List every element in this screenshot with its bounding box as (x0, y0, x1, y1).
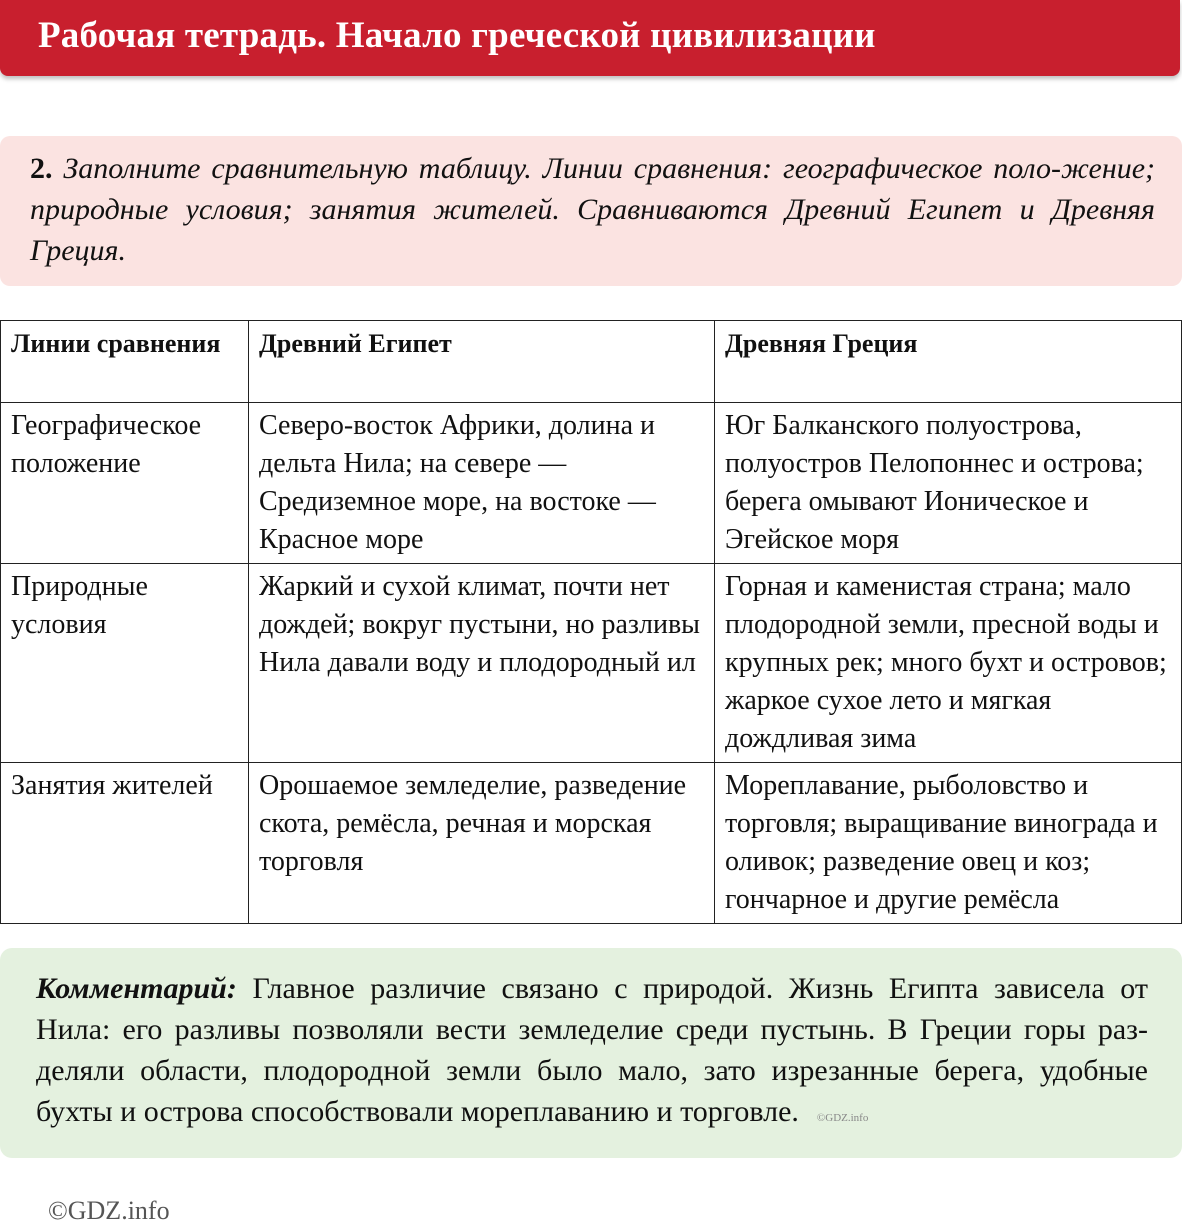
comment-label: Комментарий: (36, 972, 237, 1005)
comment-watermark: ©GDZ.info (816, 1112, 869, 1124)
cell-greece: Мореплавание, рыболовство и торговля; выращивание винограда и оливок; разведение овец и коз; гончарное и другие ремёсла (715, 763, 1182, 924)
comment-body: Главное различие связано с природой. Жизнь Египта зависела от Нила: его разливы позволяли вести земледелие среди пустынь. В Греции горы раз-деляли области, плодородной земли было мало, зато изрезанные берега, удобные бухты и острова способствовали мореплаванию и торговле. (36, 972, 1148, 1128)
comment-text (36, 968, 1148, 1139)
header-ancient-egypt: Древний Египет (249, 321, 715, 403)
cell-greece: Юг Балканского полуострова, полуостров Пелопоннес и острова; берега омывают Ионическое и Эгейское моря (715, 403, 1182, 564)
page-header (0, 0, 1180, 76)
row-label: Географическое положение (1, 403, 249, 564)
table-row (1, 403, 1182, 564)
table-header-row (1, 321, 1182, 403)
row-label: Природные условия (1, 564, 249, 763)
row-label: Занятия жителей (1, 763, 249, 924)
task-number: 2. (30, 152, 53, 185)
footer-watermark: ©GDZ.info (48, 1196, 170, 1225)
cell-egypt: Северо-восток Африки, долина и дельта Нила; на севере — Средиземное море, на востоке — Красное море (249, 403, 715, 564)
comparison-table (0, 320, 1182, 924)
cell-greece: Горная и каменистая страна; мало плодородной земли, пресной воды и крупных рек; много бухт и островов; жаркое сухое лето и мягкая дождливая зима (715, 564, 1182, 763)
cell-egypt: Жаркий и сухой климат, почти нет дождей; вокруг пустыни, но разливы Нила давали воду и плодородный ил (249, 564, 715, 763)
header-ancient-greece: Древняя Греция (715, 321, 1182, 403)
header-comparison-lines: Линии сравнения (1, 321, 249, 403)
table-row (1, 763, 1182, 924)
cell-egypt: Орошаемое земледелие, разведение скота, ремёсла, речная и морская торговля (249, 763, 715, 924)
page-title: Рабочая тетрадь. Начало греческой цивилизации (38, 15, 876, 56)
task-text (30, 148, 1155, 271)
task-instructions: Заполните сравнительную таблицу. Линии сравнения: географическое поло-жение; природные условия; занятия жителей. Сравниваются Древний Египет и Древняя Греция. (30, 152, 1156, 267)
table-row (1, 564, 1182, 763)
